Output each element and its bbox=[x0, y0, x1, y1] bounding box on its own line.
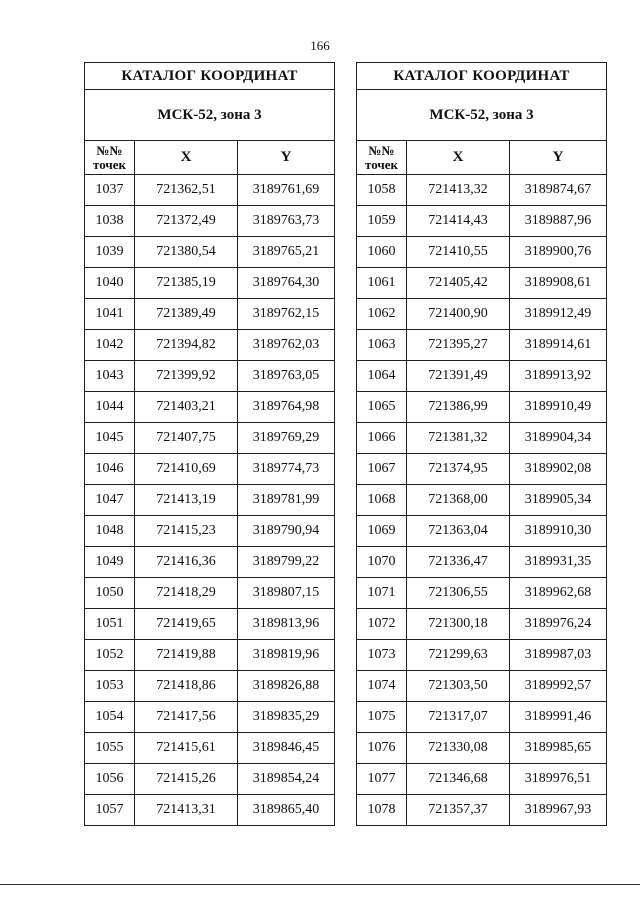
y-coordinate-cell: 3189912,49 bbox=[510, 299, 607, 330]
table-row bbox=[85, 268, 335, 299]
y-coordinate-cell: 3189914,61 bbox=[510, 330, 607, 361]
x-coordinate-cell: 721418,29 bbox=[135, 578, 238, 609]
point-number-cell: 1045 bbox=[85, 423, 135, 454]
point-number-cell: 1049 bbox=[85, 547, 135, 578]
table-row bbox=[85, 454, 335, 485]
x-coordinate-cell: 721300,18 bbox=[407, 609, 510, 640]
y-coordinate-cell: 3189967,93 bbox=[510, 795, 607, 826]
x-coordinate-cell: 721417,56 bbox=[135, 702, 238, 733]
table-row bbox=[85, 299, 335, 330]
x-coordinate-cell: 721410,69 bbox=[135, 454, 238, 485]
x-coordinate-cell: 721303,50 bbox=[407, 671, 510, 702]
point-number-cell: 1074 bbox=[357, 671, 407, 702]
point-number-cell: 1078 bbox=[357, 795, 407, 826]
header-number-sign: №№ bbox=[96, 142, 123, 158]
y-coordinate-cell: 3189762,15 bbox=[238, 299, 335, 330]
x-coordinate-cell: 721415,61 bbox=[135, 733, 238, 764]
header-number-sign: №№ bbox=[368, 142, 395, 158]
x-coordinate-cell: 721395,27 bbox=[407, 330, 510, 361]
x-coordinate-cell: 721419,88 bbox=[135, 640, 238, 671]
y-coordinate-cell: 3189904,34 bbox=[510, 423, 607, 454]
x-coordinate-cell: 721374,95 bbox=[407, 454, 510, 485]
y-coordinate-cell: 3189985,65 bbox=[510, 733, 607, 764]
y-coordinate-cell: 3189774,73 bbox=[238, 454, 335, 485]
point-number-cell: 1040 bbox=[85, 268, 135, 299]
x-coordinate-cell: 721418,86 bbox=[135, 671, 238, 702]
y-coordinate-cell: 3189992,57 bbox=[510, 671, 607, 702]
point-number-cell: 1055 bbox=[85, 733, 135, 764]
x-coordinate-cell: 721413,32 bbox=[407, 175, 510, 206]
table-row bbox=[357, 206, 607, 237]
x-coordinate-cell: 721299,63 bbox=[407, 640, 510, 671]
point-number-cell: 1048 bbox=[85, 516, 135, 547]
point-number-cell: 1068 bbox=[357, 485, 407, 516]
y-coordinate-cell: 3189987,03 bbox=[510, 640, 607, 671]
point-number-cell: 1037 bbox=[85, 175, 135, 206]
y-coordinate-cell: 3189807,15 bbox=[238, 578, 335, 609]
x-coordinate-cell: 721416,36 bbox=[135, 547, 238, 578]
point-number-cell: 1066 bbox=[357, 423, 407, 454]
table-row bbox=[85, 237, 335, 268]
x-coordinate-cell: 721380,54 bbox=[135, 237, 238, 268]
point-number-cell: 1071 bbox=[357, 578, 407, 609]
y-coordinate-cell: 3189854,24 bbox=[238, 764, 335, 795]
point-number-cell: 1043 bbox=[85, 361, 135, 392]
y-coordinate-cell: 3189976,51 bbox=[510, 764, 607, 795]
header-points-word: точек bbox=[93, 156, 126, 172]
y-coordinate-cell: 3189931,35 bbox=[510, 547, 607, 578]
y-coordinate-cell: 3189976,24 bbox=[510, 609, 607, 640]
y-coordinate-cell: 3189887,96 bbox=[510, 206, 607, 237]
point-number-cell: 1041 bbox=[85, 299, 135, 330]
table-row bbox=[357, 795, 607, 826]
x-coordinate-cell: 721362,51 bbox=[135, 175, 238, 206]
x-coordinate-cell: 721306,55 bbox=[407, 578, 510, 609]
y-coordinate-cell: 3189902,08 bbox=[510, 454, 607, 485]
point-number-cell: 1051 bbox=[85, 609, 135, 640]
point-number-cell: 1063 bbox=[357, 330, 407, 361]
x-coordinate-cell: 721413,19 bbox=[135, 485, 238, 516]
y-coordinate-cell: 3189846,45 bbox=[238, 733, 335, 764]
y-coordinate-cell: 3189900,76 bbox=[510, 237, 607, 268]
footer-rule bbox=[0, 884, 640, 885]
y-coordinate-cell: 3189764,98 bbox=[238, 392, 335, 423]
x-coordinate-cell: 721385,19 bbox=[135, 268, 238, 299]
point-number-cell: 1057 bbox=[85, 795, 135, 826]
x-coordinate-cell: 721407,75 bbox=[135, 423, 238, 454]
y-coordinate-cell: 3189905,34 bbox=[510, 485, 607, 516]
point-number-cell: 1075 bbox=[357, 702, 407, 733]
point-number-cell: 1072 bbox=[357, 609, 407, 640]
point-number-cell: 1069 bbox=[357, 516, 407, 547]
table-row bbox=[85, 609, 335, 640]
table-row bbox=[85, 547, 335, 578]
x-coordinate-cell: 721381,32 bbox=[407, 423, 510, 454]
table-row bbox=[85, 764, 335, 795]
x-coordinate-cell: 721415,26 bbox=[135, 764, 238, 795]
y-coordinate-cell: 3189765,21 bbox=[238, 237, 335, 268]
table-row bbox=[357, 485, 607, 516]
column-header-x: X bbox=[135, 141, 238, 175]
x-coordinate-cell: 721363,04 bbox=[407, 516, 510, 547]
y-coordinate-cell: 3189962,68 bbox=[510, 578, 607, 609]
column-header-point-number bbox=[85, 141, 135, 175]
table-row bbox=[357, 733, 607, 764]
table-row bbox=[357, 299, 607, 330]
x-coordinate-cell: 721415,23 bbox=[135, 516, 238, 547]
x-coordinate-cell: 721403,21 bbox=[135, 392, 238, 423]
x-coordinate-cell: 721391,49 bbox=[407, 361, 510, 392]
table-row bbox=[357, 392, 607, 423]
point-number-cell: 1077 bbox=[357, 764, 407, 795]
table-row bbox=[85, 392, 335, 423]
x-coordinate-cell: 721394,82 bbox=[135, 330, 238, 361]
x-coordinate-cell: 721399,92 bbox=[135, 361, 238, 392]
y-coordinate-cell: 3189910,49 bbox=[510, 392, 607, 423]
x-coordinate-cell: 721368,00 bbox=[407, 485, 510, 516]
y-coordinate-cell: 3189910,30 bbox=[510, 516, 607, 547]
column-header-y: Y bbox=[238, 141, 335, 175]
header-points-word: точек bbox=[365, 156, 398, 172]
y-coordinate-cell: 3189908,61 bbox=[510, 268, 607, 299]
y-coordinate-cell: 3189865,40 bbox=[238, 795, 335, 826]
point-number-cell: 1062 bbox=[357, 299, 407, 330]
coordinate-catalog-table bbox=[84, 62, 335, 826]
point-number-cell: 1038 bbox=[85, 206, 135, 237]
y-coordinate-cell: 3189991,46 bbox=[510, 702, 607, 733]
table-row bbox=[357, 671, 607, 702]
table-row bbox=[85, 578, 335, 609]
table-row bbox=[85, 640, 335, 671]
y-coordinate-cell: 3189819,96 bbox=[238, 640, 335, 671]
x-coordinate-cell: 721413,31 bbox=[135, 795, 238, 826]
column-header-x: X bbox=[407, 141, 510, 175]
point-number-cell: 1054 bbox=[85, 702, 135, 733]
y-coordinate-cell: 3189913,92 bbox=[510, 361, 607, 392]
point-number-cell: 1067 bbox=[357, 454, 407, 485]
x-coordinate-cell: 721410,55 bbox=[407, 237, 510, 268]
table-row bbox=[85, 485, 335, 516]
table-row bbox=[357, 516, 607, 547]
x-coordinate-cell: 721372,49 bbox=[135, 206, 238, 237]
table-row bbox=[357, 547, 607, 578]
table-row bbox=[357, 423, 607, 454]
point-number-cell: 1052 bbox=[85, 640, 135, 671]
x-coordinate-cell: 721317,07 bbox=[407, 702, 510, 733]
table-title: КАТАЛОГ КООРДИНАТ bbox=[357, 63, 607, 90]
table-row bbox=[85, 795, 335, 826]
table-row bbox=[357, 268, 607, 299]
y-coordinate-cell: 3189764,30 bbox=[238, 268, 335, 299]
point-number-cell: 1060 bbox=[357, 237, 407, 268]
point-number-cell: 1061 bbox=[357, 268, 407, 299]
table-row bbox=[85, 671, 335, 702]
point-number-cell: 1039 bbox=[85, 237, 135, 268]
table-row bbox=[357, 702, 607, 733]
point-number-cell: 1065 bbox=[357, 392, 407, 423]
y-coordinate-cell: 3189813,96 bbox=[238, 609, 335, 640]
table-subtitle: МСК-52, зона 3 bbox=[85, 90, 335, 141]
table-row bbox=[357, 578, 607, 609]
y-coordinate-cell: 3189790,94 bbox=[238, 516, 335, 547]
point-number-cell: 1053 bbox=[85, 671, 135, 702]
column-header-y: Y bbox=[510, 141, 607, 175]
table-row bbox=[357, 764, 607, 795]
point-number-cell: 1046 bbox=[85, 454, 135, 485]
table-row bbox=[357, 361, 607, 392]
x-coordinate-cell: 721400,90 bbox=[407, 299, 510, 330]
y-coordinate-cell: 3189799,22 bbox=[238, 547, 335, 578]
table-row bbox=[357, 609, 607, 640]
table-subtitle: МСК-52, зона 3 bbox=[357, 90, 607, 141]
table-title: КАТАЛОГ КООРДИНАТ bbox=[85, 63, 335, 90]
x-coordinate-cell: 721419,65 bbox=[135, 609, 238, 640]
coordinate-catalog-table bbox=[356, 62, 607, 826]
x-coordinate-cell: 721405,42 bbox=[407, 268, 510, 299]
table-row bbox=[85, 361, 335, 392]
table-row bbox=[85, 330, 335, 361]
point-number-cell: 1044 bbox=[85, 392, 135, 423]
y-coordinate-cell: 3189769,29 bbox=[238, 423, 335, 454]
table-row bbox=[357, 640, 607, 671]
table-row bbox=[357, 454, 607, 485]
column-header-point-number bbox=[357, 141, 407, 175]
table-row bbox=[85, 175, 335, 206]
x-coordinate-cell: 721330,08 bbox=[407, 733, 510, 764]
x-coordinate-cell: 721336,47 bbox=[407, 547, 510, 578]
x-coordinate-cell: 721346,68 bbox=[407, 764, 510, 795]
y-coordinate-cell: 3189763,73 bbox=[238, 206, 335, 237]
y-coordinate-cell: 3189762,03 bbox=[238, 330, 335, 361]
page-number: 166 bbox=[310, 38, 330, 53]
y-coordinate-cell: 3189826,88 bbox=[238, 671, 335, 702]
y-coordinate-cell: 3189761,69 bbox=[238, 175, 335, 206]
table-row bbox=[357, 330, 607, 361]
x-coordinate-cell: 721386,99 bbox=[407, 392, 510, 423]
x-coordinate-cell: 721414,43 bbox=[407, 206, 510, 237]
point-number-cell: 1076 bbox=[357, 733, 407, 764]
point-number-cell: 1064 bbox=[357, 361, 407, 392]
point-number-cell: 1059 bbox=[357, 206, 407, 237]
table-row bbox=[357, 237, 607, 268]
table-row bbox=[85, 702, 335, 733]
table-row bbox=[85, 206, 335, 237]
point-number-cell: 1047 bbox=[85, 485, 135, 516]
y-coordinate-cell: 3189874,67 bbox=[510, 175, 607, 206]
table-row bbox=[85, 733, 335, 764]
point-number-cell: 1042 bbox=[85, 330, 135, 361]
table-row bbox=[85, 516, 335, 547]
y-coordinate-cell: 3189835,29 bbox=[238, 702, 335, 733]
x-coordinate-cell: 721357,37 bbox=[407, 795, 510, 826]
point-number-cell: 1073 bbox=[357, 640, 407, 671]
point-number-cell: 1050 bbox=[85, 578, 135, 609]
point-number-cell: 1070 bbox=[357, 547, 407, 578]
y-coordinate-cell: 3189781,99 bbox=[238, 485, 335, 516]
point-number-cell: 1058 bbox=[357, 175, 407, 206]
table-row bbox=[357, 175, 607, 206]
x-coordinate-cell: 721389,49 bbox=[135, 299, 238, 330]
point-number-cell: 1056 bbox=[85, 764, 135, 795]
table-row bbox=[85, 423, 335, 454]
y-coordinate-cell: 3189763,05 bbox=[238, 361, 335, 392]
